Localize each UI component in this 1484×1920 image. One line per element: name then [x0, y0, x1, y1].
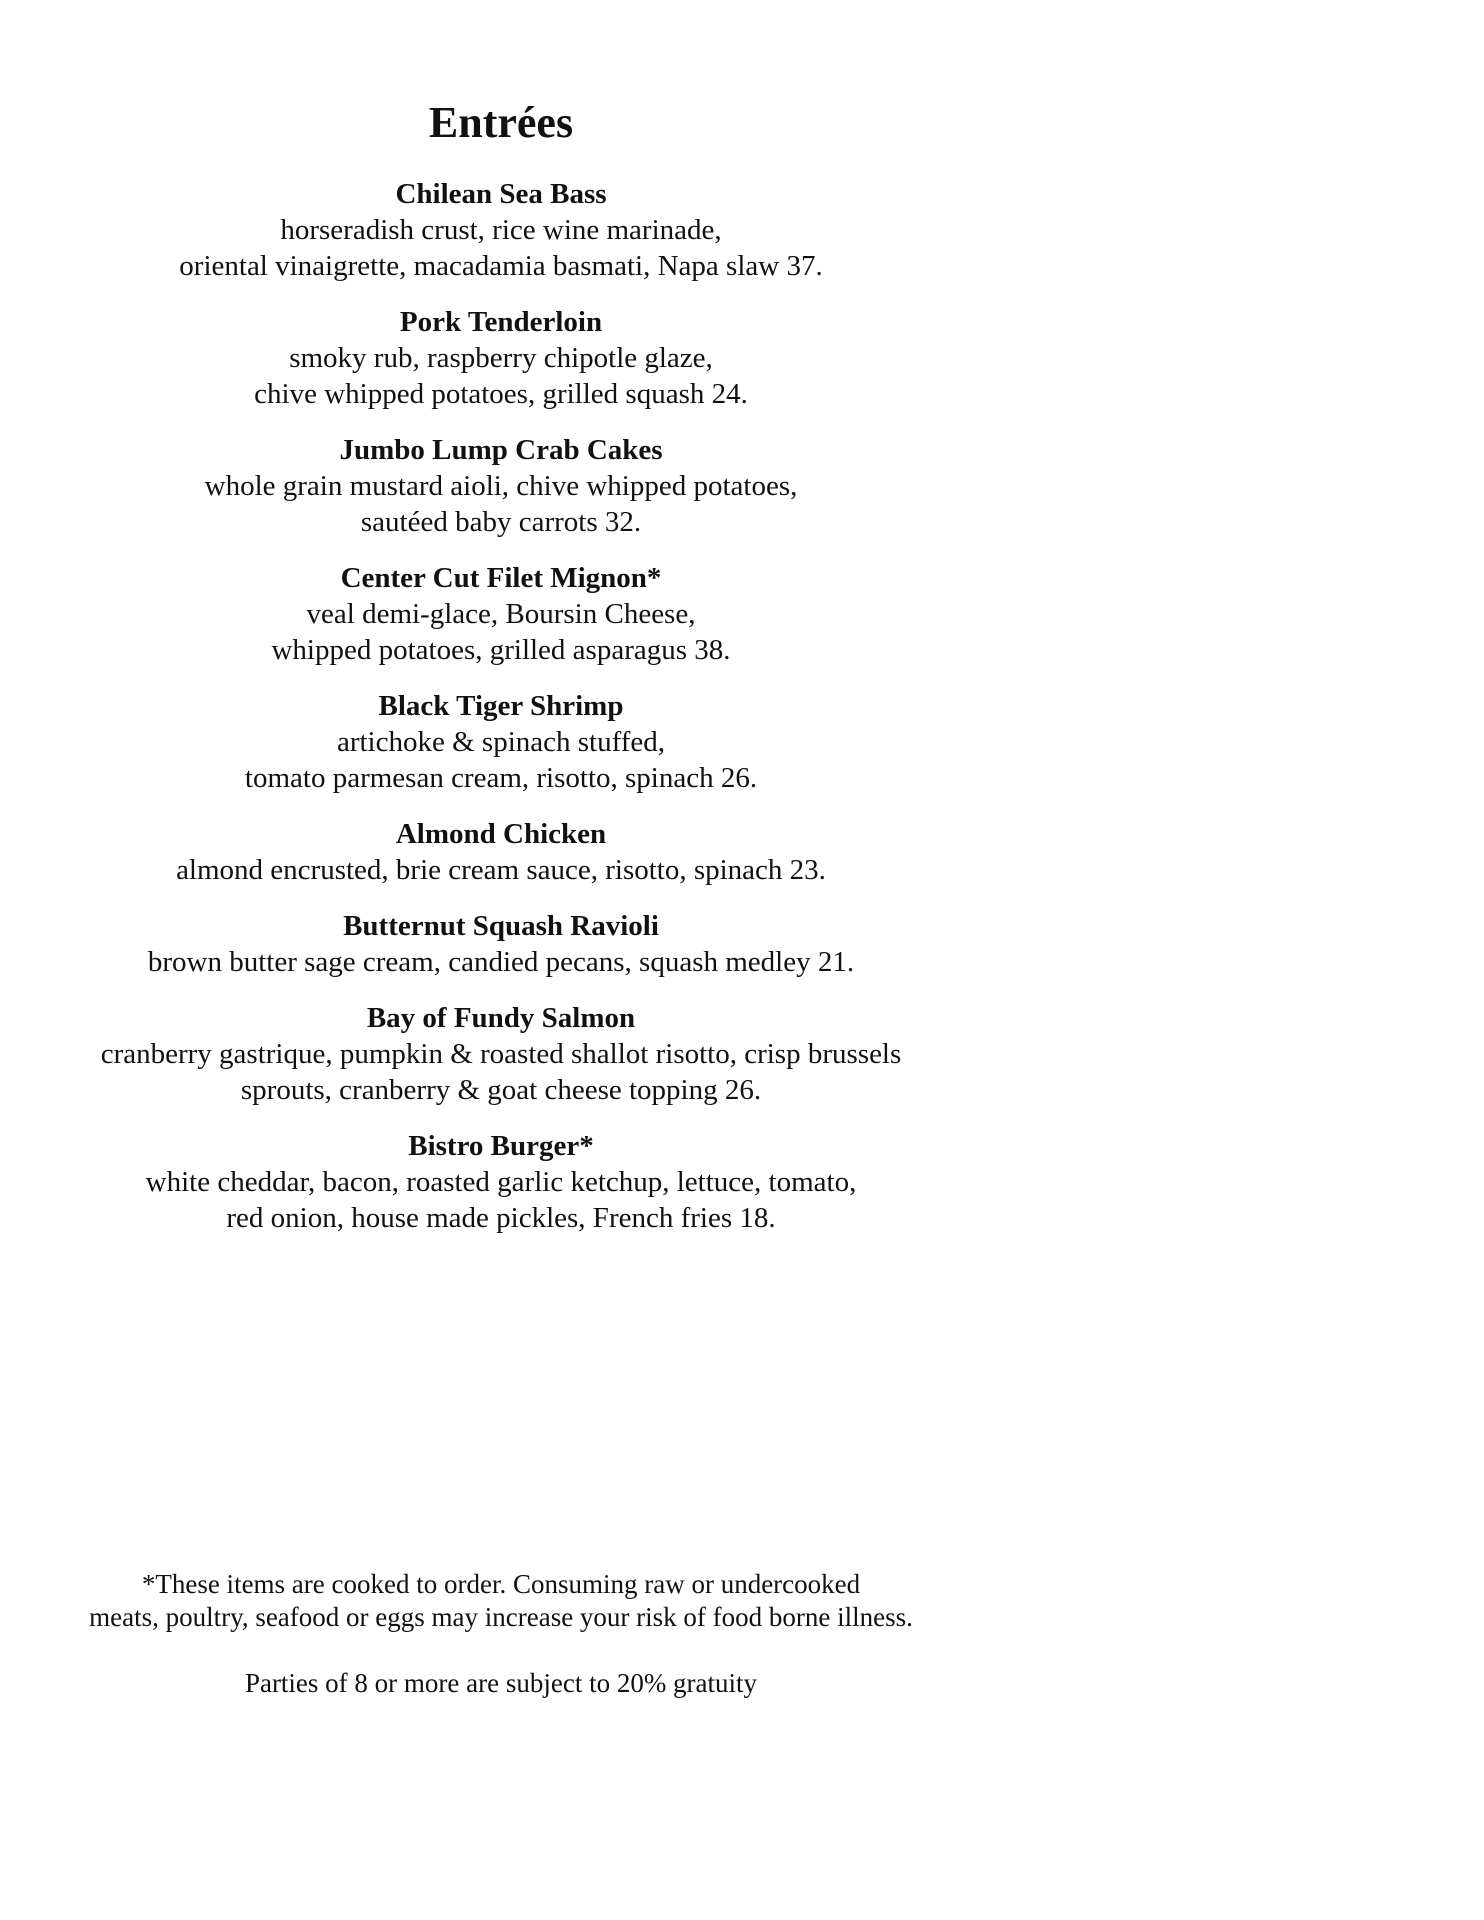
dish-list — [40, 176, 962, 1256]
dish-description-line: sprouts, cranberry & goat cheese topping 26. — [240, 1074, 762, 1106]
dish-description-line: cranberry gastrique, pumpkin & roasted shallot risotto, crisp brussels — [100, 1038, 902, 1070]
dish-name: Chilean Sea Bass — [395, 178, 607, 210]
dish-description-line: whole grain mustard aioli, chive whipped potatoes, — [204, 470, 798, 502]
dish-description-line: tomato parmesan cream, risotto, spinach 26. — [244, 762, 758, 794]
dish-item — [40, 304, 962, 412]
dish-description-line: veal demi-glace, Boursin Cheese, — [306, 598, 696, 630]
dish-name: Jumbo Lump Crab Cakes — [339, 434, 663, 466]
dish-item — [40, 560, 962, 668]
dish-description-line: white cheddar, bacon, roasted garlic ketchup, lettuce, tomato, — [145, 1166, 857, 1198]
dish-item — [40, 688, 962, 796]
dish-name: Bistro Burger* — [408, 1130, 594, 1162]
dish-description-line: whipped potatoes, grilled asparagus 38. — [271, 634, 731, 666]
dish-description-line: horseradish crust, rice wine marinade, — [280, 214, 722, 246]
dish-name: Center Cut Filet Mignon* — [340, 562, 662, 594]
dish-item — [40, 432, 962, 540]
disclaimer-line: *These items are cooked to order. Consuming raw or undercooked — [141, 1569, 861, 1599]
dish-description-line: brown butter sage cream, candied pecans, squash medley 21. — [147, 946, 855, 978]
dish-name: Almond Chicken — [395, 818, 607, 850]
dish-description-line: sautéed baby carrots 32. — [360, 506, 642, 538]
dish-description-line: smoky rub, raspberry chipotle glaze, — [289, 342, 713, 374]
dish-name: Butternut Squash Ravioli — [343, 910, 659, 942]
menu-footer — [40, 1568, 962, 1700]
food-safety-disclaimer — [40, 1568, 962, 1634]
page-title: Entrées — [428, 98, 574, 147]
disclaimer-line: meats, poultry, seafood or eggs may increase your risk of food borne illness. — [89, 1602, 913, 1632]
dish-name: Black Tiger Shrimp — [378, 690, 624, 722]
dish-description-line: chive whipped potatoes, grilled squash 24. — [254, 378, 748, 410]
dish-description-line: oriental vinaigrette, macadamia basmati, Napa slaw 37. — [179, 250, 823, 282]
dish-item — [40, 1128, 962, 1236]
dish-item — [40, 176, 962, 284]
dish-item — [40, 816, 962, 888]
dish-description-line: almond encrusted, brie cream sauce, risotto, spinach 23. — [176, 854, 826, 886]
dish-item — [40, 908, 962, 980]
dish-name: Pork Tenderloin — [399, 306, 603, 338]
gratuity-note: Parties of 8 or more are subject to 20% gratuity — [244, 1668, 758, 1698]
dish-description-line: artichoke & spinach stuffed, — [336, 726, 666, 758]
dish-item — [40, 1000, 962, 1108]
dish-name: Bay of Fundy Salmon — [366, 1002, 636, 1034]
dish-description-line: red onion, house made pickles, French fries 18. — [226, 1202, 776, 1234]
